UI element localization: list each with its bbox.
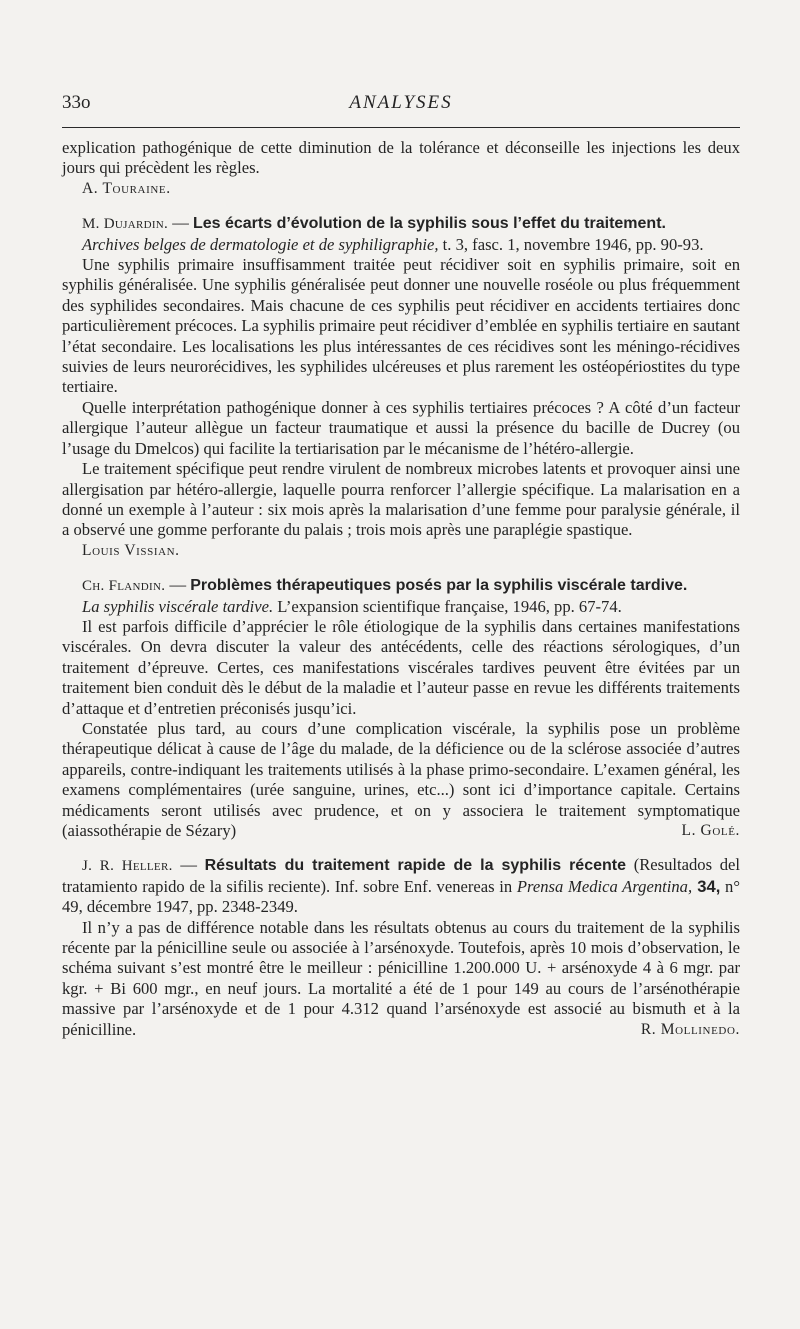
entry-journal: Archives belges de dermatologie et de syphiligraphie,: [82, 234, 439, 254]
entry-paragraph: [62, 918, 740, 1040]
entry-dash: —: [168, 213, 193, 233]
entry-paragraph: [62, 719, 740, 841]
entry-volume: 34,: [692, 876, 721, 896]
entry-paragraph-text: Constatée plus tard, au cours d’une complication viscérale, la syphilis pose un problème thérapeutique délicat à cause de l’âge du malade, de la déficience ou de la sclérose associée d’autres appareils, contre-indiquant les traitements utilisés à la phase primo-secondaire. L’examen général, les examens complémentaires (urée sanguine, urines, etc...) sont ici d’importance capitale. Certains médicaments seront utilisés avec prudence, et on y associera le traitement symptomatique (aiassothérapie de Sézary): [62, 718, 740, 840]
entry-author: J. R. Heller.: [82, 858, 173, 875]
entry-details: n° 49, décembre 1947, pp. 2348-2349.: [62, 876, 740, 917]
entry-heading: [62, 213, 740, 234]
header-rule: [62, 127, 740, 128]
entry-paragraph-text: Il n’y a pas de différence notable dans les résultats obtenus au cours du traitement de la syphilis récente par la pénicilline seule ou associée à l’arsénoxyde. Toutefois, après 10 mois d’observation, le schéma suivant s’est montré être le meilleur : pénicilline 1.200.000 U. + arsénoxyde 4 à 6 mgr. par kgr. + Bi 600 mgr., en neuf jours. La mortalité a été de 1 pour 149 au cours de l’arsénothérapie massive par l’arsénoxyde et de 1 pour 4.312 quand l’arsénoxyde est associé au bismuth et à la pénicilline.: [62, 917, 740, 1039]
entry-signature: Louis Vissian.: [82, 541, 180, 559]
entry-paragraph: Le traitement spécifique peut rendre virulent de nombreux microbes latents et provoquer ainsi une allergisation par hétéro-allergie, laquelle pourra renforcer l’allergie spécifique. La malarisation en a donné un exemple à l’auteur : six mois après la malarisation d’une femme pour paralysie générale, il a observé une gomme perforante du palais ; trois mois après une paraplégie spastique.: [62, 459, 740, 540]
entry-heading: [62, 855, 740, 917]
entry-paragraph: Quelle interprétation pathogénique donner à ces syphilis tertiaires précoces ? A côté d’un facteur allergique l’auteur allègue un facteur traumatique et aussi la présence du bacille de Ducrey (ou l’usage du Dmelcos) qui facilite la tertiarisation par le mécanisme de l’hétéro-allergie.: [62, 397, 740, 458]
intro-paragraph: explication pathogénique de cette diminution de la tolérance et déconseille les injections les deux jours qui précèdent les règles.: [62, 138, 740, 178]
entry-citation: [62, 597, 740, 617]
entry-signature: L. Golé.: [681, 822, 740, 839]
review-entry-dujardin: [62, 213, 740, 561]
entry-title: Problèmes thérapeutiques posés par la syphilis viscérale tardive.: [190, 577, 688, 595]
page-number: 33o: [62, 92, 91, 113]
running-title: ANALYSES: [349, 92, 453, 113]
page-header: [62, 92, 740, 118]
review-entry-flandin: [62, 575, 740, 841]
entry-signature: R. Mollinedo.: [640, 1020, 740, 1038]
entry-paragraph: Il est parfois difficile d’apprécier le rôle étiologique de la syphilis dans certaines manifestations viscérales. On devra discuter la valeur des antécédents, celle des réactions sérologiques, d’un traitement d’épreuve. Certes, ces manifestations viscérales tardives peuvent être évitées par un traitement bien conduit dès le début de la maladie et l’auteur passe en revue les différents traitements d’attaque et d’entretien préconisés jusqu’ici.: [62, 616, 740, 718]
entry-paragraph: Une syphilis primaire insuffisamment traitée peut récidiver soit en syphilis primaire, soit en syphilis généralisée. Une syphilis généralisée peut donner une nouvelle roséole ou plus fréquemment des syphilides secondaires. Mais chacune de ces syphilis peut récidiver en accidents tertiaires donc particulièrement précoces. La syphilis primaire peut récidiver d’emblée en syphilis tertiaire en sautant l’état secondaire. Les localisations les plus intéressantes de ces récidives sont les méningo-récidives suivies de leurs neurorécidives, les syphilides ulcéreuses et plus rarement les ostéopériostites du type tertiaire.: [62, 255, 740, 397]
entry-dash: —: [172, 855, 205, 875]
entry-heading: [62, 575, 740, 596]
entry-dash: —: [165, 575, 191, 595]
entry-title: Résultats du traitement rapide de la syphilis récente: [204, 857, 626, 875]
review-entry-heller: [62, 855, 740, 1040]
entry-subtitle: (Resultados del tratamiento rapido de la sifilis reciente). Inf. sobre Enf. venereas in: [62, 855, 741, 896]
entry-details: L’expansion scientifique française, 1946, pp. 67-74.: [273, 596, 622, 616]
entry-author: Ch. Flandin.: [82, 578, 166, 595]
entry-author: M. Dujardin.: [82, 216, 169, 233]
entry-journal: La syphilis viscérale tardive.: [82, 596, 274, 616]
entry-details: t. 3, fasc. 1, novembre 1946, pp. 90-93.: [438, 234, 704, 254]
page-body: [62, 138, 740, 1040]
intro-signature: A. Touraine.: [82, 179, 171, 197]
entry-citation: [62, 235, 740, 255]
entry-journal: Prensa Medica Argentina,: [516, 876, 693, 896]
entry-title: Les écarts d’évolution de la syphilis sous l’effet du traitement.: [192, 215, 666, 233]
